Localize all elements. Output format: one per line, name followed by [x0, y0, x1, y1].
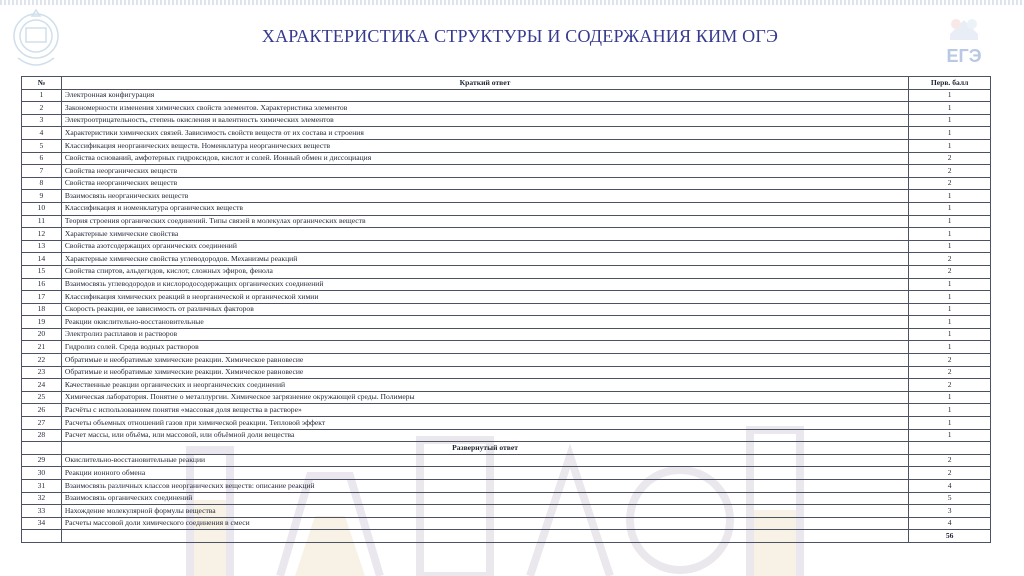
- task-number: 31: [22, 480, 62, 493]
- task-description: Скорость реакции, ее зависимость от различных факторов: [61, 303, 908, 316]
- task-number: 16: [22, 278, 62, 291]
- task-number: 29: [22, 454, 62, 467]
- table-row: [22, 228, 991, 241]
- table-row: [22, 177, 991, 190]
- task-score: 2: [909, 253, 991, 266]
- section-header-row: [22, 442, 991, 455]
- task-score: 1: [909, 417, 991, 430]
- task-description: Свойства азотсодержащих органических соединений: [61, 240, 908, 253]
- task-description: Классификация химических реакций в неорганической и органической химии: [61, 291, 908, 304]
- ege-logo-icon: [936, 12, 992, 72]
- slide-title: ХАРАКТЕРИСТИКА СТРУКТУРЫ И СОДЕРЖАНИЯ КИМ ОГЭ: [261, 26, 779, 46]
- task-description: Расчёты с использованием понятия «массовая доля вещества в растворе»: [61, 404, 908, 417]
- total-score: 56: [909, 530, 991, 543]
- table-row: [22, 517, 991, 530]
- task-number: 27: [22, 417, 62, 430]
- task-score: 1: [909, 404, 991, 417]
- task-score: 1: [909, 114, 991, 127]
- task-number: 19: [22, 316, 62, 329]
- task-number: 3: [22, 114, 62, 127]
- task-number: 17: [22, 291, 62, 304]
- task-score: 2: [909, 454, 991, 467]
- table-row: [22, 303, 991, 316]
- table-row: [22, 366, 991, 379]
- section-header-long-answer: Развернутый ответ: [61, 442, 908, 455]
- table-row: [22, 240, 991, 253]
- task-description: Электролиз расплавов и растворов: [61, 328, 908, 341]
- task-number: 26: [22, 404, 62, 417]
- column-header-primary-score: Перв. балл: [909, 77, 991, 90]
- task-description: Классификация неорганических веществ. Номенклатура неорганических веществ: [61, 139, 908, 152]
- task-description: Расчеты объемных отношений газов при химической реакции. Тепловой эффект: [61, 417, 908, 430]
- task-number: 34: [22, 517, 62, 530]
- table-row: [22, 89, 991, 102]
- table-row: [22, 202, 991, 215]
- task-description: Взаимосвязь неорганических веществ: [61, 190, 908, 203]
- task-description: Нахождение молекулярной формулы вещества: [61, 505, 908, 518]
- task-number: 21: [22, 341, 62, 354]
- task-description: Расчеты массовой доли химического соединения в смеси: [61, 517, 908, 530]
- task-score: 1: [909, 278, 991, 291]
- task-score: 1: [909, 215, 991, 228]
- table-row: [22, 480, 991, 493]
- table-row: [22, 354, 991, 367]
- task-score: 1: [909, 228, 991, 241]
- task-description: Свойства неорганических веществ: [61, 177, 908, 190]
- task-number: 7: [22, 165, 62, 178]
- short-answer-section: [22, 89, 991, 442]
- task-score: 5: [909, 492, 991, 505]
- institution-emblem-icon: [8, 6, 64, 70]
- task-number: 6: [22, 152, 62, 165]
- task-number: 32: [22, 492, 62, 505]
- task-score: 1: [909, 127, 991, 140]
- total-spacer: [22, 530, 62, 543]
- kim-structure-table: [21, 76, 991, 543]
- top-border-strip: [0, 0, 1024, 5]
- task-description: Обратимые и необратимые химические реакции. Химическое равновесие: [61, 366, 908, 379]
- task-description: Окислительно-восстановительные реакции: [61, 454, 908, 467]
- total-spacer: [61, 530, 908, 543]
- table-row: [22, 316, 991, 329]
- column-header-short-answer: Краткий ответ: [61, 77, 908, 90]
- table-row: [22, 467, 991, 480]
- task-score: 1: [909, 429, 991, 442]
- task-description: Взаимосвязь углеводородов и кислородосодержащих органических соединений: [61, 278, 908, 291]
- task-description: Качественные реакции органических и неорганических соединений: [61, 379, 908, 392]
- table-row: [22, 391, 991, 404]
- task-number: 15: [22, 265, 62, 278]
- task-description: Характерные химические свойства: [61, 228, 908, 241]
- task-description: Взаимосвязь органических соединений: [61, 492, 908, 505]
- task-number: 23: [22, 366, 62, 379]
- task-description: Теория строения органических соединений. Типы связей в молекулах органических веществ: [61, 215, 908, 228]
- table-row: [22, 253, 991, 266]
- column-header-number: №: [22, 77, 62, 90]
- task-score: 2: [909, 467, 991, 480]
- task-description: Расчет массы, или объёма, или массовой, или объёмной доли вещества: [61, 429, 908, 442]
- table-row: [22, 114, 991, 127]
- table-row: [22, 328, 991, 341]
- task-description: Гидролиз солей. Среда водных растворов: [61, 341, 908, 354]
- task-number: 18: [22, 303, 62, 316]
- ege-logo-text: ЕГЭ: [946, 46, 982, 66]
- task-score: 4: [909, 517, 991, 530]
- task-score: 1: [909, 190, 991, 203]
- task-score: 1: [909, 303, 991, 316]
- task-number: 5: [22, 139, 62, 152]
- table-row: [22, 265, 991, 278]
- table-row: [22, 152, 991, 165]
- table-row: [22, 190, 991, 203]
- task-number: 33: [22, 505, 62, 518]
- table-row: [22, 454, 991, 467]
- table-row: [22, 505, 991, 518]
- table-row: [22, 278, 991, 291]
- task-number: 13: [22, 240, 62, 253]
- task-description: Характерные химические свойства углеводородов. Механизмы реакций: [61, 253, 908, 266]
- table-row: [22, 215, 991, 228]
- table-row: [22, 492, 991, 505]
- task-number: 28: [22, 429, 62, 442]
- task-description: Свойства оснований, амфотерных гидроксидов, кислот и солей. Ионный обмен и диссоциация: [61, 152, 908, 165]
- task-score: 2: [909, 152, 991, 165]
- table-row: [22, 417, 991, 430]
- task-score: 3: [909, 505, 991, 518]
- task-score: 1: [909, 139, 991, 152]
- table-row: [22, 341, 991, 354]
- task-score: 2: [909, 177, 991, 190]
- task-description: Свойства спиртов, альдегидов, кислот, сложных эфиров, фенола: [61, 265, 908, 278]
- task-score: 2: [909, 354, 991, 367]
- task-score: 2: [909, 165, 991, 178]
- task-number: 14: [22, 253, 62, 266]
- task-description: Обратимые и необратимые химические реакции. Химическое равновесие: [61, 354, 908, 367]
- section-header-spacer: [909, 442, 991, 455]
- table-row: [22, 139, 991, 152]
- task-description: Классификация и номенклатура органических веществ: [61, 202, 908, 215]
- task-score: 1: [909, 240, 991, 253]
- task-score: 1: [909, 89, 991, 102]
- task-description: Взаимосвязь различных классов неорганических веществ: описание реакций: [61, 480, 908, 493]
- table-row: [22, 165, 991, 178]
- table-row: [22, 102, 991, 115]
- table-row: [22, 404, 991, 417]
- task-description: Электроотрицательность, степень окисления и валентность химических элементов: [61, 114, 908, 127]
- task-number: 11: [22, 215, 62, 228]
- table-header-row: [22, 77, 991, 90]
- task-number: 4: [22, 127, 62, 140]
- task-score: 1: [909, 328, 991, 341]
- task-number: 9: [22, 190, 62, 203]
- task-number: 30: [22, 467, 62, 480]
- task-score: 1: [909, 341, 991, 354]
- task-score: 1: [909, 291, 991, 304]
- long-answer-section: [22, 454, 991, 530]
- task-number: 1: [22, 89, 62, 102]
- task-score: 2: [909, 366, 991, 379]
- task-number: 10: [22, 202, 62, 215]
- total-row: [22, 530, 991, 543]
- task-number: 25: [22, 391, 62, 404]
- task-description: Реакции ионного обмена: [61, 467, 908, 480]
- task-number: 20: [22, 328, 62, 341]
- table-row: [22, 127, 991, 140]
- task-description: Закономерности изменения химических свойств элементов. Характеристика элементов: [61, 102, 908, 115]
- task-number: 2: [22, 102, 62, 115]
- task-score: 1: [909, 316, 991, 329]
- table-row: [22, 291, 991, 304]
- task-score: 1: [909, 202, 991, 215]
- task-score: 1: [909, 391, 991, 404]
- task-number: 24: [22, 379, 62, 392]
- table-row: [22, 429, 991, 442]
- task-number: 12: [22, 228, 62, 241]
- section-header-spacer: [22, 442, 62, 455]
- task-score: 2: [909, 265, 991, 278]
- task-description: Характеристики химических связей. Зависимость свойств веществ от их состава и строения: [61, 127, 908, 140]
- task-description: Свойства неорганических веществ: [61, 165, 908, 178]
- task-number: 8: [22, 177, 62, 190]
- task-description: Реакции окислительно-восстановительные: [61, 316, 908, 329]
- task-number: 22: [22, 354, 62, 367]
- task-score: 2: [909, 379, 991, 392]
- task-description: Химическая лаборатория. Понятие о металлургии. Химическое загрязнение окружающей среды. Полимеры: [61, 391, 908, 404]
- task-score: 4: [909, 480, 991, 493]
- task-description: Электронная конфигурация: [61, 89, 908, 102]
- table-row: [22, 379, 991, 392]
- task-score: 1: [909, 102, 991, 115]
